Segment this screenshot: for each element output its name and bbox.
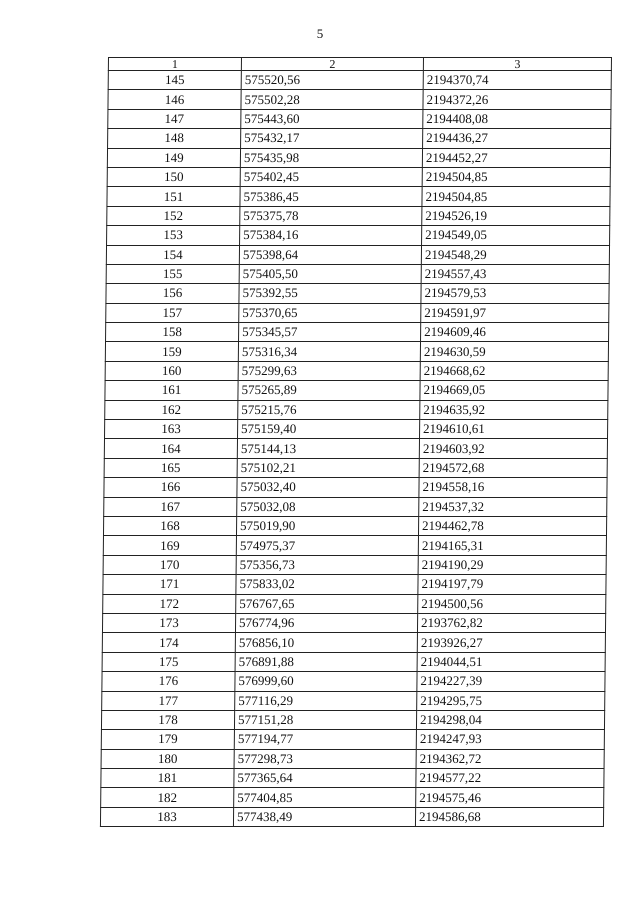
table-row [106,284,609,303]
table-row [107,187,610,206]
point-number-cell: 155 [106,264,239,283]
x-coordinate-cell: 575386,45 [240,187,422,206]
point-number-cell: 150 [107,167,240,186]
point-number-cell: 160 [105,361,238,380]
y-coordinate-cell: 2194298,04 [416,710,604,729]
page-number: 5 [316,26,324,41]
point-number-cell: 170 [103,555,236,574]
coordinates-table [100,57,612,827]
y-coordinate-cell: 2194630,59 [420,342,608,361]
x-coordinate-cell: 575370,65 [239,303,421,322]
point-number-cell: 174 [102,633,235,652]
table-row [106,303,609,322]
y-coordinate-cell: 2194549,05 [422,226,610,245]
x-coordinate-cell: 575392,55 [239,284,421,303]
point-number-cell: 157 [106,303,239,322]
table-row [104,439,607,458]
point-number-cell: 153 [107,226,240,245]
y-coordinate-cell: 2194362,72 [416,749,604,768]
point-number-cell: 183 [100,807,233,826]
x-coordinate-cell: 575102,21 [237,458,419,477]
y-coordinate-cell: 2194372,26 [423,90,611,109]
column-header-3: 3 [423,58,611,71]
point-number-cell: 148 [108,129,241,148]
y-coordinate-cell: 2194370,74 [423,71,611,90]
x-coordinate-cell: 575402,45 [240,167,422,186]
y-coordinate-cell: 2194586,68 [415,807,603,826]
table-row [106,323,609,342]
point-number-cell: 173 [102,613,235,632]
table-row [107,148,610,167]
point-number-cell: 151 [107,187,240,206]
x-coordinate-cell: 575032,40 [237,478,419,497]
x-coordinate-cell: 577404,85 [234,788,416,807]
y-coordinate-cell: 2194165,31 [418,536,606,555]
y-coordinate-cell: 2194572,68 [419,458,607,477]
point-number-cell: 154 [106,245,239,264]
point-number-cell: 146 [108,90,241,109]
point-number-cell: 165 [104,458,237,477]
table-row [107,206,610,225]
x-coordinate-cell: 575432,17 [241,129,423,148]
point-number-cell: 167 [104,497,237,516]
x-coordinate-cell: 575356,73 [236,555,418,574]
point-number-cell: 164 [104,439,237,458]
table-row [103,594,606,613]
table-row [100,807,603,826]
table-row [108,71,611,90]
x-coordinate-cell: 575265,89 [238,381,420,400]
x-coordinate-cell: 575520,56 [241,71,423,90]
point-number-cell: 161 [105,381,238,400]
y-coordinate-cell: 2194295,75 [417,691,605,710]
point-number-cell: 162 [105,400,238,419]
x-coordinate-cell: 575032,08 [237,497,419,516]
point-number-cell: 171 [103,575,236,594]
y-coordinate-cell: 2194575,46 [416,788,604,807]
x-coordinate-cell: 575299,63 [238,361,420,380]
table-row [103,575,606,594]
x-coordinate-cell: 575435,98 [240,148,422,167]
point-number-cell: 168 [103,516,236,535]
x-coordinate-cell: 576774,96 [235,613,417,632]
y-coordinate-cell: 2194669,05 [420,381,608,400]
y-coordinate-cell: 2194190,29 [418,555,606,574]
x-coordinate-cell: 577438,49 [233,807,415,826]
y-coordinate-cell: 2193926,27 [417,633,605,652]
x-coordinate-cell: 575215,76 [238,400,420,419]
table-row [105,420,608,439]
x-coordinate-cell: 576856,10 [235,633,417,652]
y-coordinate-cell: 2194537,32 [419,497,607,516]
y-coordinate-cell: 2194577,22 [416,769,604,788]
y-coordinate-cell: 2194526,19 [422,206,610,225]
y-coordinate-cell: 2194197,79 [418,575,606,594]
table-header-row [108,58,611,71]
x-coordinate-cell: 575019,90 [236,516,418,535]
table-row [108,109,611,128]
point-number-cell: 175 [102,652,235,671]
x-coordinate-cell: 577365,64 [234,769,416,788]
point-number-cell: 166 [104,478,237,497]
x-coordinate-cell: 575375,78 [240,206,422,225]
y-coordinate-cell: 2194044,51 [417,652,605,671]
x-coordinate-cell: 575398,64 [239,245,421,264]
point-number-cell: 159 [105,342,238,361]
column-header-2: 2 [241,58,423,71]
x-coordinate-cell: 576999,60 [235,672,417,691]
table-row [104,478,607,497]
x-coordinate-cell: 575345,57 [239,323,421,342]
point-number-cell: 145 [108,71,241,90]
y-coordinate-cell: 2194668,62 [420,361,608,380]
x-coordinate-cell: 577194,77 [234,730,416,749]
point-number-cell: 180 [101,749,234,768]
y-coordinate-cell: 2194558,16 [419,478,607,497]
y-coordinate-cell: 2194408,08 [423,109,611,128]
table-row [107,226,610,245]
table-row [108,90,611,109]
y-coordinate-cell: 2194609,46 [421,323,609,342]
y-coordinate-cell: 2194452,27 [422,148,610,167]
point-number-cell: 177 [102,691,235,710]
y-coordinate-cell: 2194247,93 [416,730,604,749]
x-coordinate-cell: 575384,16 [240,226,422,245]
point-number-cell: 163 [105,420,238,439]
y-coordinate-cell: 2194504,85 [422,187,610,206]
x-coordinate-cell: 577116,29 [235,691,417,710]
table-row [102,633,605,652]
point-number-cell: 181 [101,769,234,788]
table-row [102,652,605,671]
table-row [101,749,604,768]
table-row [103,516,606,535]
y-coordinate-cell: 2194227,39 [417,672,605,691]
x-coordinate-cell: 575833,02 [236,575,418,594]
y-coordinate-cell: 2194436,27 [423,129,611,148]
table-row [101,730,604,749]
table-row [106,245,609,264]
y-coordinate-cell: 2194462,78 [418,516,606,535]
x-coordinate-cell: 575405,50 [239,264,421,283]
y-coordinate-cell: 2194635,92 [420,400,608,419]
y-coordinate-cell: 2194500,56 [418,594,606,613]
x-coordinate-cell: 577298,73 [234,749,416,768]
y-coordinate-cell: 2194591,97 [421,303,609,322]
y-coordinate-cell: 2194548,29 [421,245,609,264]
point-number-cell: 176 [102,672,235,691]
table-row [102,672,605,691]
x-coordinate-cell: 575144,13 [237,439,419,458]
point-number-cell: 152 [107,206,240,225]
y-coordinate-cell: 2194603,92 [419,439,607,458]
point-number-cell: 149 [107,148,240,167]
x-coordinate-cell: 574975,37 [236,536,418,555]
table-row [105,361,608,380]
x-coordinate-cell: 577151,28 [234,710,416,729]
table-row [101,788,604,807]
point-number-cell: 156 [106,284,239,303]
table-row [105,342,608,361]
table-row [102,691,605,710]
table-row [103,555,606,574]
point-number-cell: 158 [106,323,239,342]
y-coordinate-cell: 2194579,53 [421,284,609,303]
y-coordinate-cell: 2194504,85 [422,167,610,186]
table-row [106,264,609,283]
x-coordinate-cell: 575316,34 [238,342,420,361]
point-number-cell: 172 [103,594,236,613]
table-row [105,381,608,400]
x-coordinate-cell: 575159,40 [238,420,420,439]
point-number-cell: 179 [101,730,234,749]
table-row [108,129,611,148]
y-coordinate-cell: 2194557,43 [421,264,609,283]
table-row [104,497,607,516]
x-coordinate-cell: 576767,65 [236,594,418,613]
table-row [102,613,605,632]
table-row [101,710,604,729]
y-coordinate-cell: 2193762,82 [417,613,605,632]
table-row [103,536,606,555]
table-row [101,769,604,788]
point-number-cell: 182 [101,788,234,807]
x-coordinate-cell: 575502,28 [241,90,423,109]
table-body [100,71,611,827]
x-coordinate-cell: 576891,88 [235,652,417,671]
point-number-cell: 169 [103,536,236,555]
x-coordinate-cell: 575443,60 [241,109,423,128]
table-row [105,400,608,419]
table-row [104,458,607,477]
column-header-1: 1 [108,58,241,71]
point-number-cell: 147 [108,109,241,128]
point-number-cell: 178 [101,710,234,729]
table-row [107,167,610,186]
y-coordinate-cell: 2194610,61 [420,420,608,439]
